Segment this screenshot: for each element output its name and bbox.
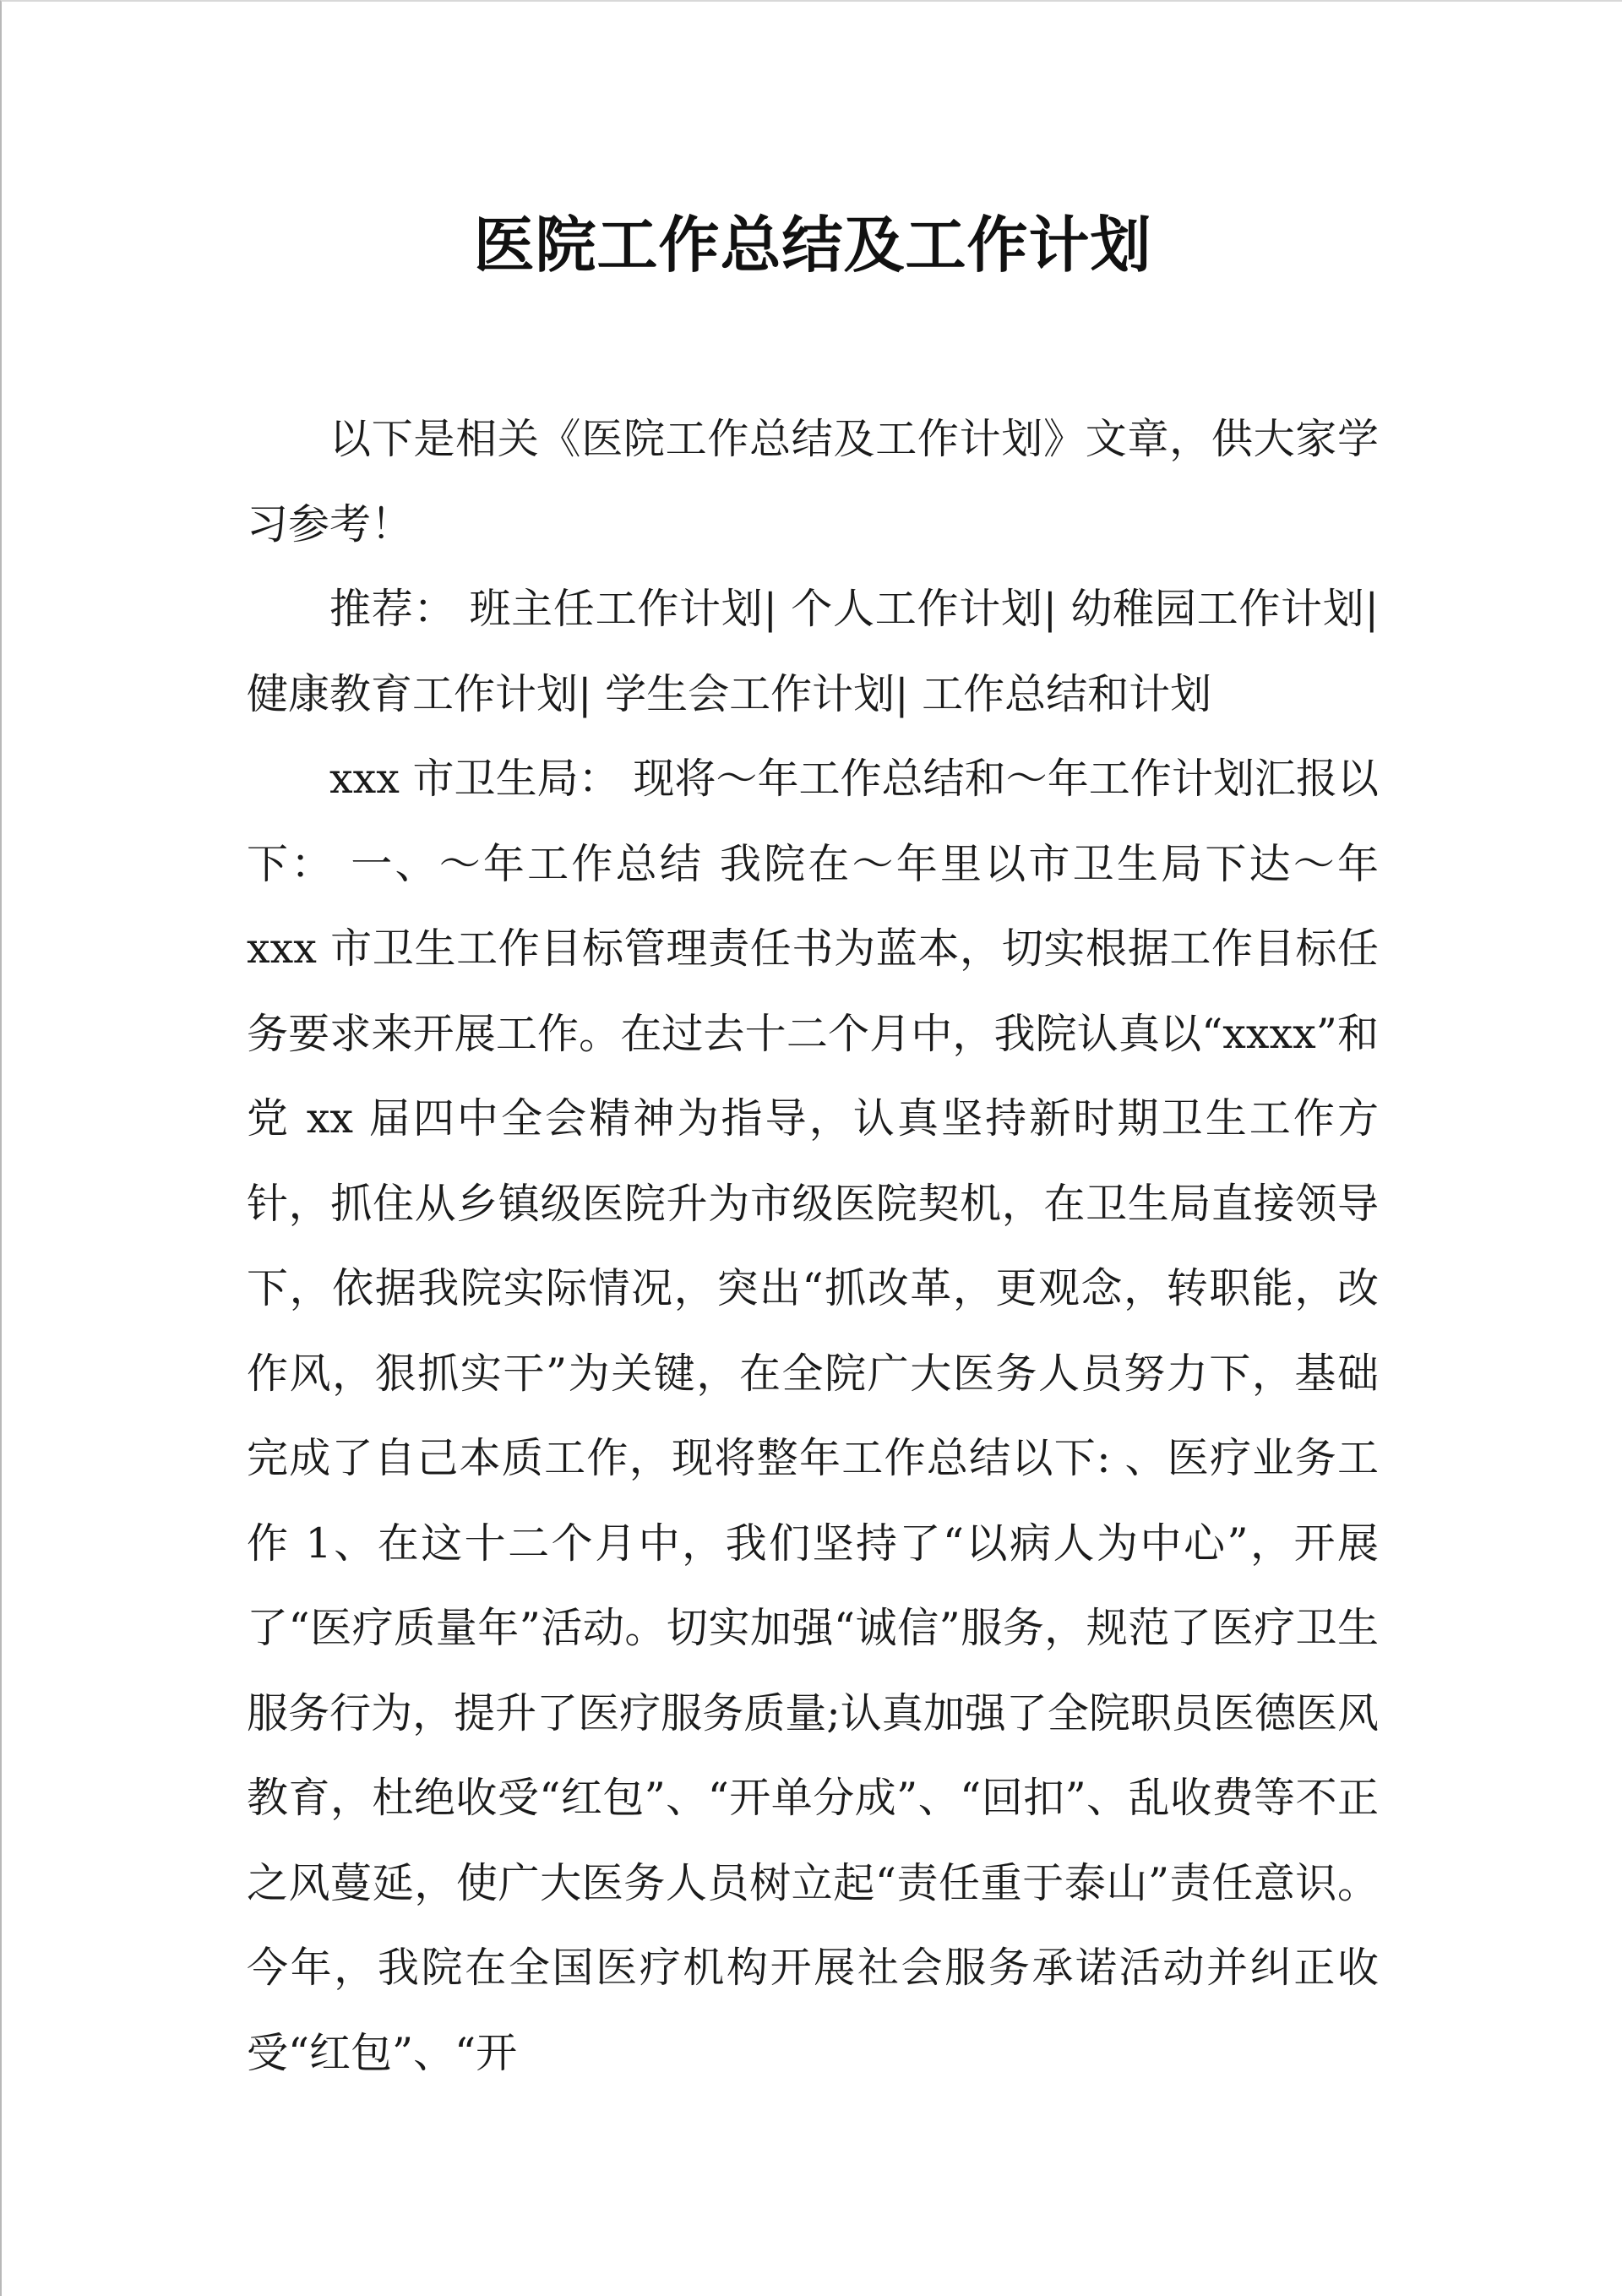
- intro-paragraph: 以下是相关《医院工作总结及工作计划》文章，供大家学习参考！: [247, 415, 1379, 548]
- report-paragraph: xxx 市卫生局： 现将～年工作总结和～年工作计划汇报以下： 一、～年工作总结 我院在～年里以市卫生局下达～年 xxx 市卫生工作目标管理责任书为蓝本，切实根据工作目标任务要求来开展工作。在过去十二个月中，我院认真以“xxxx”和党 xx 届四中全会精神为指导，认真坚持新时期卫生工作方针，抓住从乡镇级医院升为市级医院契机，在卫生局直接领导下，依据我院实际情况，突出“抓改革，更观念，转职能，改作风，狠抓实干”为关键，在全院广大医务人员努力下，基础完成了自己本质工作，现将整年工作总结以下: 、医疗业务工作 1、在这十二个月中，我们坚持了“以病人为中心”，开展了“医疗质量年”活动。切实加强“诚信”服务，规范了医疗卫生服务行为，提升了医疗服务质量;认真加强了全院职员医德医风教育，杜绝收受“红包”、“开单分成”、“回扣”、乱收费等不正之风蔓延，使广大医务人员树立起“责任重于泰山”责任意识。今年，我院在全国医疗机构开展社会服务承诺活动并纠正收受“红包”、“开: [247, 755, 1379, 2077]
- document-body: [247, 397, 1379, 2096]
- recommendation-paragraph: 推荐： 班主任工作计划| 个人工作计划| 幼稚园工作计划| 健康教育工作计划| 学生会工作计划| 工作总结和计划: [247, 585, 1379, 718]
- document-title: 医院工作总结及工作计划: [473, 210, 1152, 281]
